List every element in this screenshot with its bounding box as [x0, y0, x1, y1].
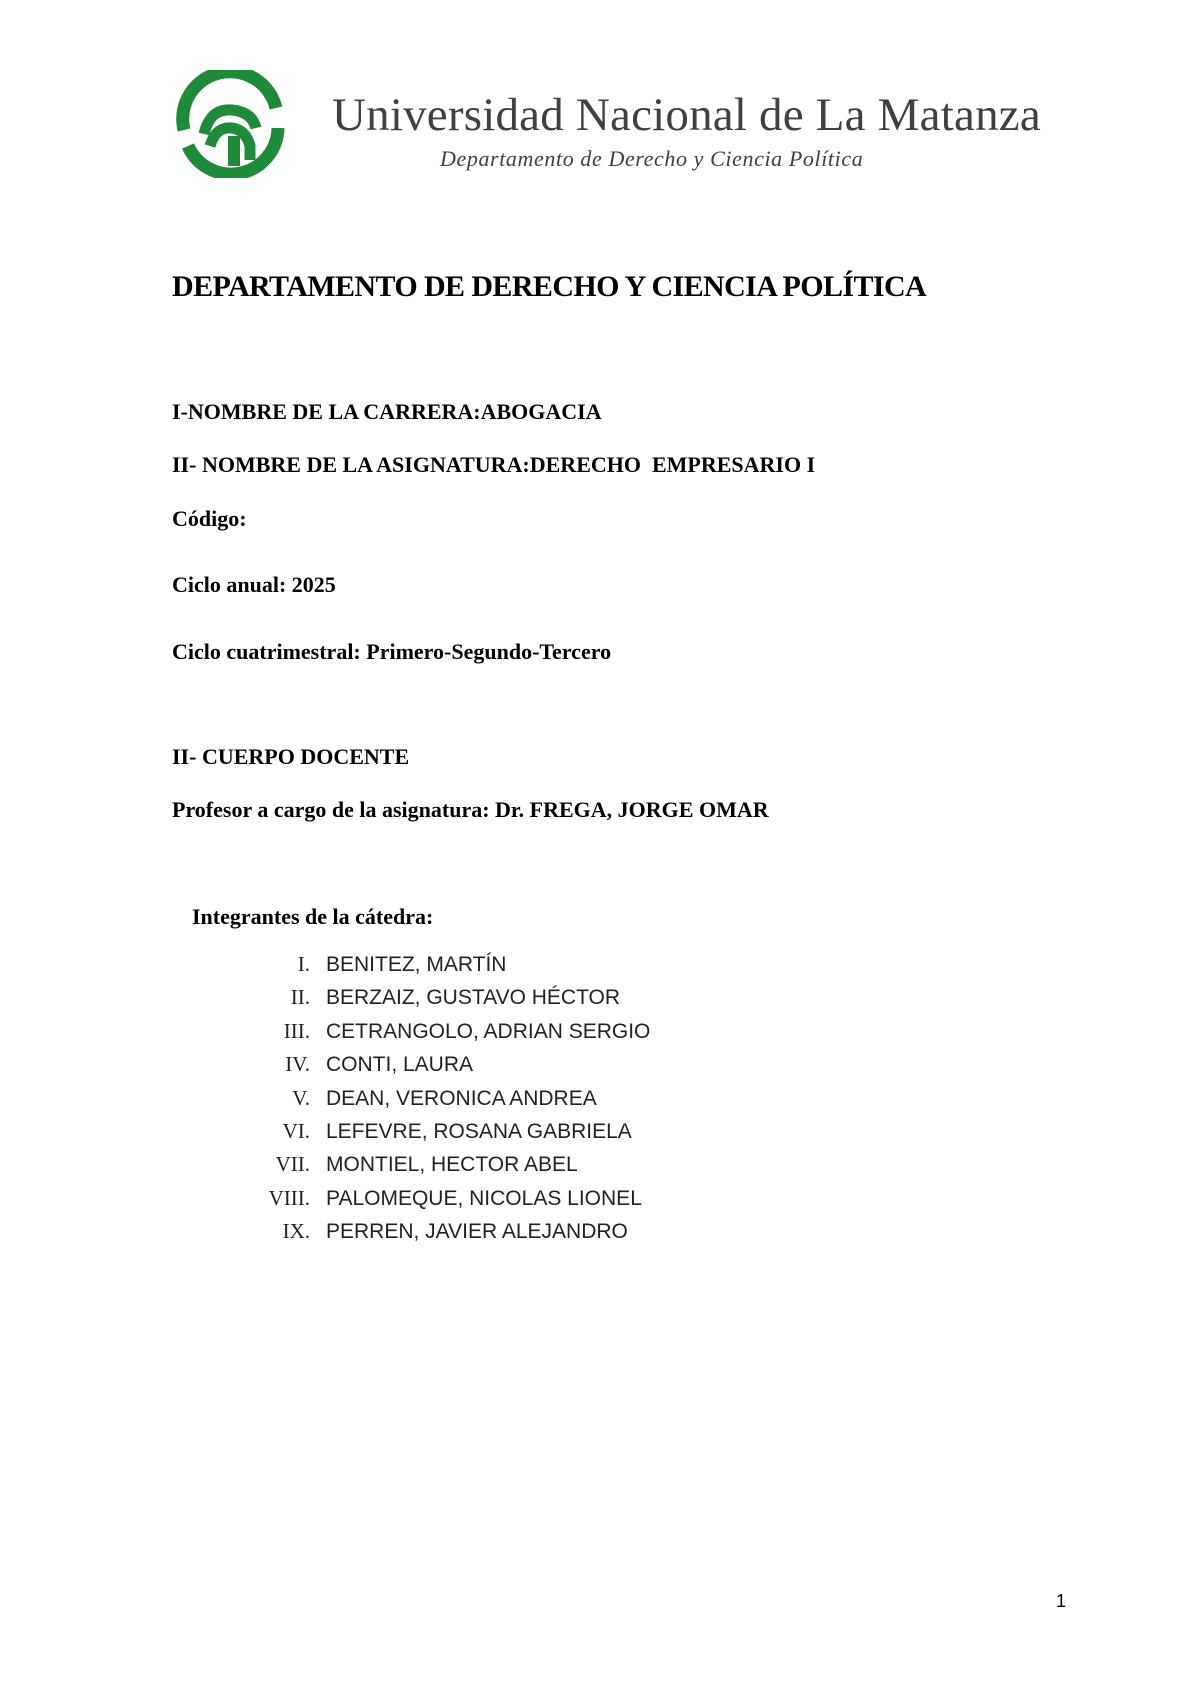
- university-name: Universidad Nacional de La Matanza: [332, 89, 1041, 141]
- list-item-name: PERREN, JAVIER ALEJANDRO: [326, 1220, 628, 1244]
- ciclo-cuatrimestral-value: Primero-Segundo-Tercero: [366, 639, 612, 664]
- list-item-name: DEAN, VERONICA ANDREA: [326, 1086, 597, 1110]
- carrera-line: [172, 401, 602, 423]
- department-subtitle: Departamento de Derecho y Ciencia Política: [440, 146, 864, 171]
- list-item-name: CONTI, LAURA: [326, 1053, 474, 1077]
- ciclo-cuatrimestral-label: Ciclo cuatrimestral:: [172, 639, 367, 664]
- ciclo-anual-line: [172, 574, 336, 596]
- codigo-line: [172, 508, 247, 530]
- list-item-number: IV.: [285, 1052, 310, 1077]
- list-item-name: CETRANGOLO, ADRIAN SERGIO: [326, 1019, 651, 1043]
- list-item: [230, 1054, 830, 1087]
- ciclo-cuatrimestral-line: [172, 641, 611, 663]
- list-item-name: PALOMEQUE, NICOLAS LIONEL: [326, 1186, 642, 1210]
- list-item-number: I.: [297, 952, 310, 976]
- list-item: [230, 1221, 830, 1254]
- list-item: [230, 987, 830, 1020]
- list-item-number: VIII.: [268, 1185, 310, 1210]
- ciclo-anual-value: 2025: [291, 572, 336, 597]
- list-item: [230, 1085, 830, 1121]
- profesor-line: [172, 799, 769, 821]
- list-item-number: III.: [283, 1018, 310, 1043]
- carrera-value: ABOGACIA: [480, 399, 602, 424]
- asignatura-label: II- NOMBRE DE LA ASIGNATURA:: [172, 452, 530, 477]
- letterhead: [170, 70, 1090, 180]
- page-title: DEPARTAMENTO DE DERECHO Y CIENCIA POLÍTICA: [172, 270, 927, 303]
- list-item: [230, 1154, 830, 1187]
- list-item: [230, 1185, 830, 1221]
- list-item-number: IX.: [282, 1219, 310, 1244]
- integrantes-label: Integrantes de la cátedra:: [192, 904, 434, 929]
- asignatura-line: [172, 454, 815, 476]
- profesor-label: Profesor a cargo de la asignatura:: [172, 797, 496, 822]
- carrera-label: I-NOMBRE DE LA CARRERA:: [172, 399, 481, 424]
- cuerpo-docente-heading: II- CUERPO DOCENTE: [172, 744, 410, 769]
- list-item-name: MONTIEL, HECTOR ABEL: [326, 1153, 578, 1177]
- unlam-logo-icon: [170, 70, 292, 178]
- list-item-name: BENITEZ, MARTÍN: [326, 953, 507, 976]
- list-item-name: LEFEVRE, ROSANA GABRIELA: [326, 1119, 632, 1143]
- list-item: [230, 954, 830, 987]
- asignatura-value: DERECHO EMPRESARIO I: [529, 452, 816, 477]
- profesor-value: Dr. FREGA, JORGE OMAR: [495, 797, 769, 822]
- list-item: [230, 1018, 830, 1054]
- members-list: [230, 954, 830, 1255]
- list-item-number: V.: [292, 1085, 310, 1110]
- page-number: 1: [1056, 1591, 1067, 1611]
- codigo-label: Código:: [172, 506, 247, 531]
- list-item-name: BERZAIZ, GUSTAVO HÉCTOR: [326, 986, 621, 1010]
- ciclo-anual-label: Ciclo anual:: [172, 572, 292, 597]
- list-item: [230, 1118, 830, 1154]
- list-item-number: VI.: [282, 1118, 310, 1143]
- list-item-number: VII.: [275, 1152, 310, 1177]
- list-item-number: II.: [290, 985, 310, 1010]
